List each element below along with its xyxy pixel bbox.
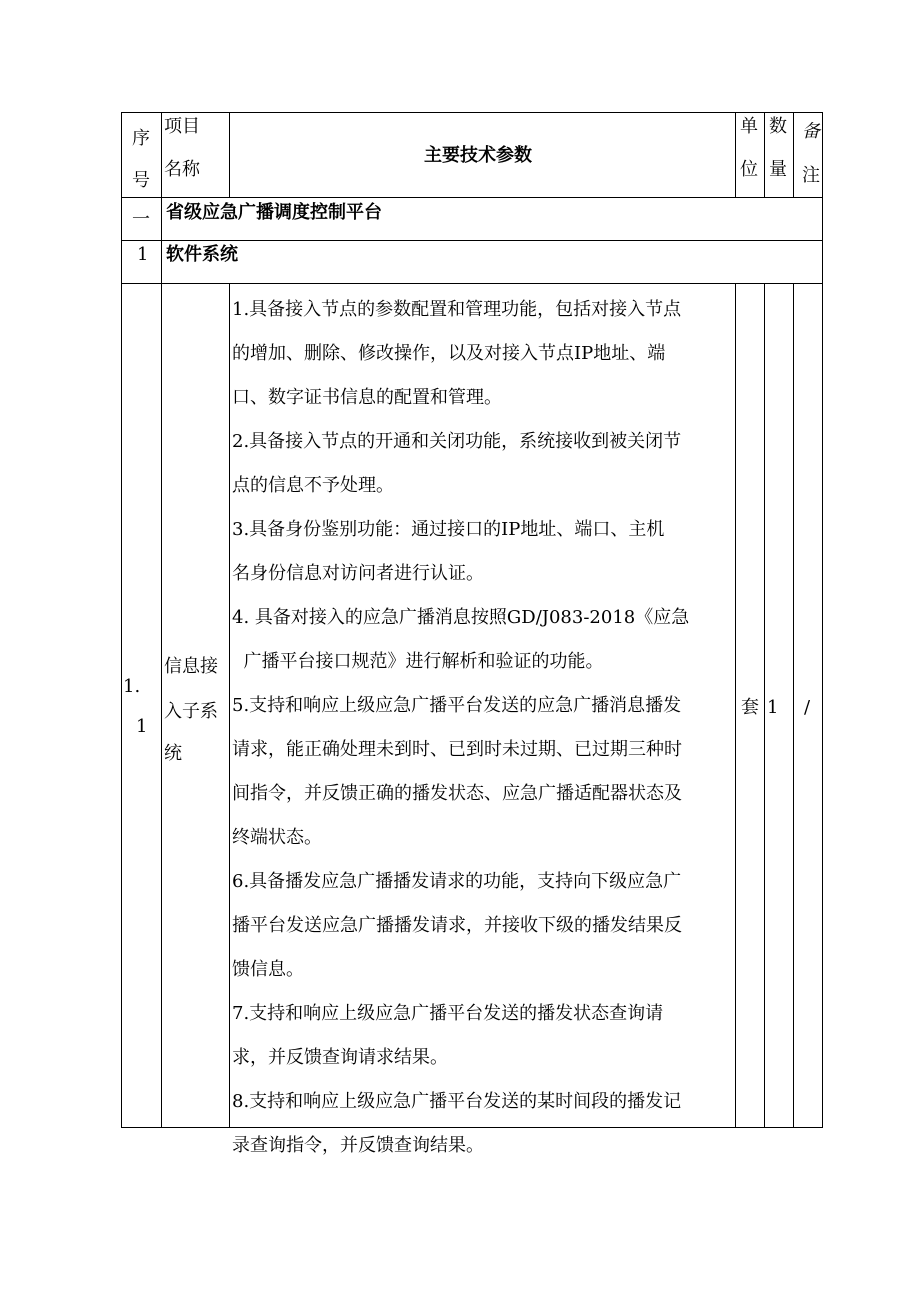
technical-parameters — [232, 288, 847, 1168]
header-tech-params: 主要技术参数 — [424, 145, 532, 166]
header-unit: 位 — [740, 159, 758, 180]
spec-table — [121, 112, 823, 1156]
param-line: 2.具备接入节点的开通和关闭功能，系统接收到被关闭节 — [232, 431, 682, 452]
param-line: 终端状态。 — [232, 827, 322, 848]
header-item-name: 项目 — [164, 116, 200, 137]
param-line: 播平台发送应急广播播发请求，并接收下级的播发结果反 — [232, 915, 682, 936]
item-unit: 套 — [741, 697, 759, 718]
header-remarks: 备 — [802, 121, 820, 142]
table-rule — [121, 112, 122, 1128]
item-name: 信息接 — [164, 656, 218, 677]
param-line: 请求，能正确处理未到时、已到时未过期、已过期三种时 — [232, 739, 682, 760]
table-rule — [793, 112, 794, 197]
section-title: 省级应急广播调度控制平台 — [166, 202, 382, 223]
param-line: 口、数字证书信息的配置和管理。 — [232, 387, 502, 408]
param-line: 4. 具备对接入的应急广播消息按照GD/J083-2018《应急 — [232, 607, 690, 628]
header-item-name: 名称 — [164, 159, 200, 180]
table-rule — [161, 112, 162, 1128]
table-rule — [764, 112, 765, 197]
header-quantity: 量 — [769, 159, 787, 180]
item-number: 1 — [136, 716, 148, 737]
subsection-number: 1 — [137, 244, 149, 265]
item-number: 1. — [123, 676, 141, 697]
table-rule — [121, 240, 823, 241]
param-line: 名身份信息对访问者进行认证。 — [232, 563, 484, 584]
header-quantity: 数 — [769, 116, 787, 137]
param-line: 1.具备接入节点的参数配置和管理功能，包括对接入节点 — [232, 299, 682, 320]
item-quantity: 1 — [767, 697, 779, 718]
header-seq: 号 — [132, 170, 150, 191]
table-rule — [121, 112, 823, 113]
header-seq: 序 — [132, 128, 150, 149]
header-unit: 单 — [740, 116, 758, 137]
table-rule — [735, 112, 736, 197]
param-line: 间指令，并反馈正确的播发状态、应急广播适配器状态及 — [232, 783, 682, 804]
table-rule — [121, 197, 823, 198]
table-rule — [229, 283, 230, 1128]
header-remarks: 注 — [802, 165, 820, 186]
param-line: 8.支持和响应上级应急广播平台发送的某时间段的播发记 — [232, 1091, 682, 1112]
param-line: 的增加、删除、修改操作，以及对接入节点IP地址、端 — [232, 343, 666, 364]
item-name: 入子系 — [164, 701, 218, 722]
param-line: 点的信息不予处理。 — [232, 475, 394, 496]
param-line: 7.支持和响应上级应急广播平台发送的播发状态查询请 — [232, 1003, 664, 1024]
table-rule — [229, 112, 230, 197]
section-number: 一 — [132, 209, 150, 230]
param-line: 5.支持和响应上级应急广播平台发送的应急广播消息播发 — [232, 695, 682, 716]
subsection-title: 软件系统 — [166, 244, 238, 265]
param-line: 求，并反馈查询请求结果。 — [232, 1047, 448, 1068]
param-line: 广播平台接口规范》进行解析和验证的功能。 — [232, 651, 604, 672]
param-line: 馈信息。 — [232, 959, 304, 980]
param-line: 录查询指令，并反馈查询结果。 — [232, 1135, 484, 1156]
param-line: 6.具备播发应急广播播发请求的功能，支持向下级应急广 — [232, 871, 682, 892]
table-rule — [121, 283, 823, 284]
item-name: 统 — [164, 743, 182, 764]
item-remarks: / — [804, 697, 811, 718]
param-line: 3.具备身份鉴别功能：通过接口的IP地址、端口、主机 — [232, 519, 665, 540]
